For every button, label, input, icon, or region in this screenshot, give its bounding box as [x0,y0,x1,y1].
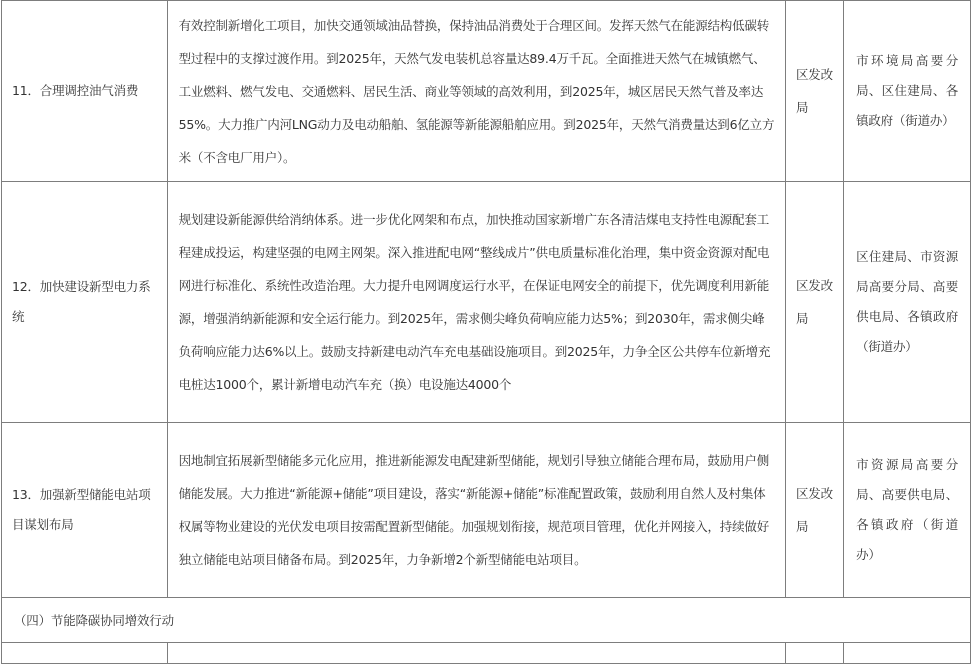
cooperating-departments-cell: 市资源局高要分局、高要供电局、各镇政府（街道办） [844,423,971,598]
empty-cell [844,643,971,664]
table-row [2,1,971,182]
task-content-cell: 因地制宜拓展新型储能多元化应用，推进新能源发电配建新型储能，规划引导独立储能合理布局，鼓励用户侧储能发展。大力推进“新能源+储能”项目建设，落实“新能源+储能”标准配置政策，鼓励利用自然人及村集体权属等物业建设的光伏发电项目按需配置新型储能。加强规划衔接，规范项目管理，优化并网接入，持续做好独立储能电站项目储备布局。到2025年，力争新增2个新型储能电站项目。 [167,423,785,598]
empty-cell [2,643,168,664]
task-content-cell: 规划建设新能源供给消纳体系。进一步优化网架和布点，加快推动国家新增广东各清洁煤电支持性电源配套工程建成投运，构建坚强的电网主网架。深入推进配电网“整线成片”供电质量标准化治理，集中资金资源对配电网进行标准化、系统性改造治理。大力提升电网调度运行水平，在保证电网安全的前提下，优先调度利用新能源，增强消纳新能源和安全运行能力。到2025年，需求侧尖峰负荷响应能力达5%；到2030年，需求侧尖峰负荷响应能力达6%以上。鼓励支持新建电动汽车充电基础设施项目。到2025年，力争全区公共停车位新增充电桩达1000个，累计新增电动汽车充（换）电设施达4000个 [167,182,785,423]
lead-department-cell: 区发改局 [786,423,844,598]
task-content-cell: 有效控制新增化工项目，加快交通领域油品替换，保持油品消费处于合理区间。发挥天然气在能源结构低碳转型过程中的支撑过渡作用。到2025年，天然气发电装机总容量达89.4万千瓦。全面推进天然气在城镇燃气、工业燃料、燃气发电、交通燃料、居民生活、商业等领域的高效利用，到2025年，城区居民天然气普及率达55%。大力推广内河LNG动力及电动船舶、氢能源等新能源船舶应用。到2025年，天然气消费量达到6亿立方米（不含电厂用户）。 [167,1,785,182]
empty-cell [786,643,844,664]
task-name-cell: 12．加快建设新型电力系统 [2,182,168,423]
task-name-cell: 13．加强新型储能电站项目谋划布局 [2,423,168,598]
table-row [2,643,971,664]
cooperating-departments-cell: 市环境局高要分局、区住建局、各镇政府（街道办） [844,1,971,182]
table-row [2,182,971,423]
task-name-cell: 11．合理调控油气消费 [2,1,168,182]
section-header-row [2,598,971,643]
table-row [2,423,971,598]
lead-department-cell: 区发改局 [786,182,844,423]
empty-cell [167,643,785,664]
section-header: （四）节能降碳协同增效行动 [2,598,971,643]
policy-table [1,0,971,664]
cooperating-departments-cell: 区住建局、市资源局高要分局、高要供电局、各镇政府（街道办） [844,182,971,423]
lead-department-cell: 区发改局 [786,1,844,182]
